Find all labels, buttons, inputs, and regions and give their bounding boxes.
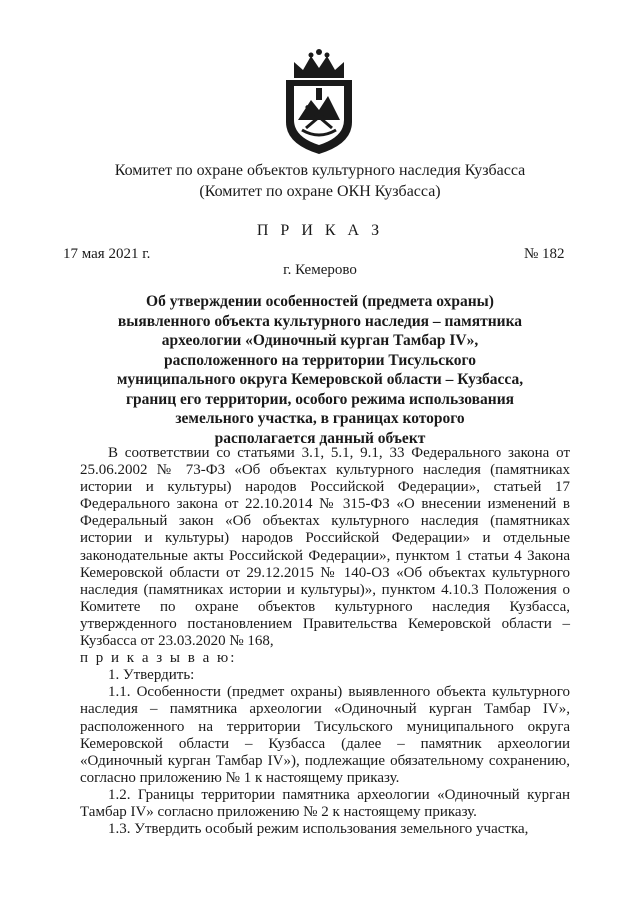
- subject-line: выявленного объекта культурного наследия – памятника: [117, 312, 523, 330]
- organization-name: [0, 160, 640, 202]
- subject-line: расположенного на территории Тисульского: [164, 351, 476, 369]
- order-date: 17 мая 2021 г.: [63, 246, 151, 262]
- organization-name-full: Комитет по охране объектов культурного наследия Кузбасса: [114, 162, 526, 179]
- subject-line: земельного участка, в границах которого: [175, 410, 465, 427]
- item-1-3: 1.3. Утвердить особый режим использования земельного участка,: [108, 821, 529, 838]
- orders-word: п р и к а з ы в а ю:: [80, 650, 237, 667]
- subject-line: муниципального округа Кемеровской области – Кузбасса,: [116, 371, 524, 388]
- subject-line: границ его территории, особого режима использования: [125, 390, 515, 408]
- subject-line: Об утверждении особенностей (предмета охраны): [146, 293, 494, 310]
- order-body: [80, 445, 570, 838]
- subject-line: располагается данный объект: [214, 429, 426, 447]
- item-1: 1. Утвердить:: [108, 667, 195, 684]
- order-city: г. Кемерово: [283, 262, 357, 278]
- order-subject: [60, 292, 580, 448]
- organization-name-short: (Комитет по охране ОКН Кузбасса): [199, 183, 441, 200]
- order-title: П Р И К А З: [256, 222, 384, 239]
- order-number: № 182: [524, 246, 565, 262]
- subject-line: археологии «Одиночный курган Тамбар IV»,: [161, 332, 479, 349]
- coat-of-arms-emblem: [276, 48, 362, 158]
- item-1-2: 1.2. Границы территории памятника археологии «Одиночный курган Тамбар IV» согласно приложению № 2 к настоящему приказу.: [80, 786, 570, 820]
- preamble-paragraph: В соответствии со статьями 3.1, 5.1, 9.1, 33 Федерального закона от 25.06.2002 № 73-ФЗ «Об объектах культурного наследия (памятниках истории и культуры) народов Российской Федерации», статьей 17 Федерального закона от 22.10.2014 № 315-ФЗ «О внесении изменений в Федеральный закон «Об объектах культурного наследия (памятниках истории и культуры) народов Российской Федерации» и отдельные законодательные акты Российской Федерации», пунктом 1 статьи 4 Закона Кемеровской области от 29.12.2015 № 140-ОЗ «Об объектах культурного наследия (памятниках истории и культуры)», пунктом 4.10.3 Положения о Комитете по охране объектов культурного наследия Кузбасса, утвержденного постановлением Правительства Кемеровской области – Кузбасса от 23.03.2020 № 168,: [80, 445, 570, 650]
- item-1-1: 1.1. Особенности (предмет охраны) выявленного объекта культурного наследия – памятника археологии «Одиночный курган Тамбар IV», расположенного на территории Тисульского муниципального округа Кемеровской области – Кузбасса (далее – памятник археологии «Одиночный курган Тамбар IV»), подлежащие обязательному сохранению, согласно приложению № 1 к настоящему приказу.: [80, 684, 570, 786]
